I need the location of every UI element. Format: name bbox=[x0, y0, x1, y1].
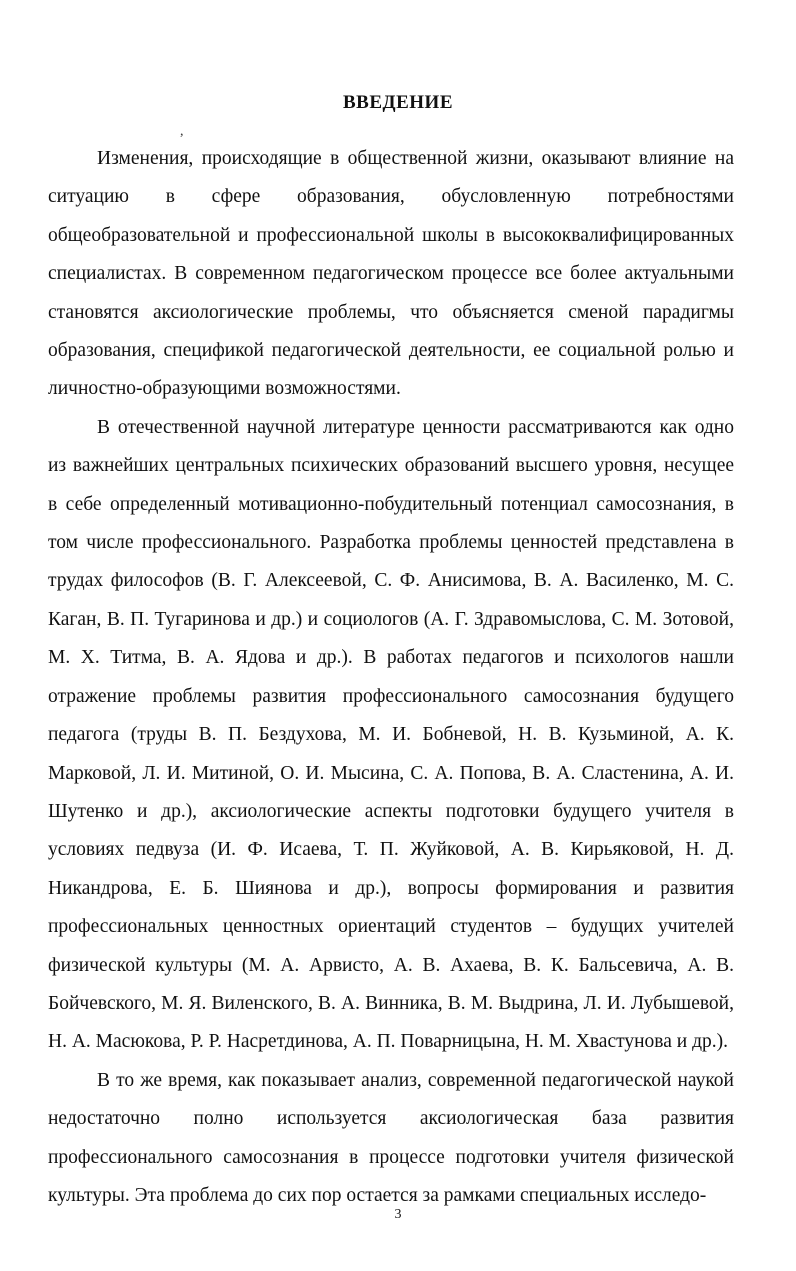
body-text bbox=[48, 140, 734, 1215]
paragraph-3: В то же время, как показывает анализ, современной педагогической наукой недостаточно полно используется аксиологическая база развития профессионального самосознания в процессе подготовки учителя физической культуры. Эта проблема до сих пор остается за рамками специальных исследо- bbox=[48, 1069, 734, 1206]
section-title: ВВЕДЕНИЕ bbox=[343, 92, 453, 113]
page-number: 3 bbox=[394, 1207, 402, 1222]
stray-mark: , bbox=[180, 124, 184, 139]
paragraph-2: В отечественной научной литературе ценности рассматриваются как одно из важнейших центральных психических образований высшего уровня, несущее в себе определенный мотивационно-побудительный потенциал самосознания, в том числе профессионального. Разработка проблемы ценностей представлена в трудах философов (В. Г. Алексеевой, С. Ф. Анисимова, В. А. Василенко, М. С. Каган, В. П. Тугаринова и др.) и социологов (А. Г. Здравомыслова, С. М. Зотовой, М. Х. Титма, В. А. Ядова и др.). В работах педагогов и психологов нашли отражение проблемы развития профессионального самосознания будущего педагога (труды В. П. Бездухова, М. И. Бобневой, Н. В. Кузьминой, А. К. Марковой, Л. И. Митиной, О. И. Мысина, С. А. Попова, В. А. Сластенина, А. И. Шутенко и др.), аксиологические аспекты подготовки будущего учителя в условиях педвуза (И. Ф. Исаева, Т. П. Жуйковой, А. В. Кирьяковой, Н. Д. Никандрова, Е. Б. Шиянова и др.), вопросы формирования и развития профессиональных ценностных ориентаций студентов – будущих учителей физической культуры (М. А. Арвисто, А. В. Ахаева, В. К. Бальсевича, А. В. Бойчевского, М. Я. Виленского, В. А. Винника, В. М. Выдрина, Л. И. Лубышевой, Н. А. Масюкова, Р. Р. Насретдинова, А. П. Поварницына, Н. М. Хвастунова и др.). bbox=[48, 416, 734, 1053]
paragraph-1: Изменения, происходящие в общественной жизни, оказывают влияние на ситуацию в сфере образования, обусловленную потребностями общеобразовательной и профессиональной школы в высококвалифицированных специалистах. В современном педагогическом процессе все более актуальными становятся аксиологические проблемы, что объясняется сменой парадигмы образования, спецификой педагогической деятельности, ее социальной ролью и личностно-образующими возможностями. bbox=[48, 148, 734, 400]
